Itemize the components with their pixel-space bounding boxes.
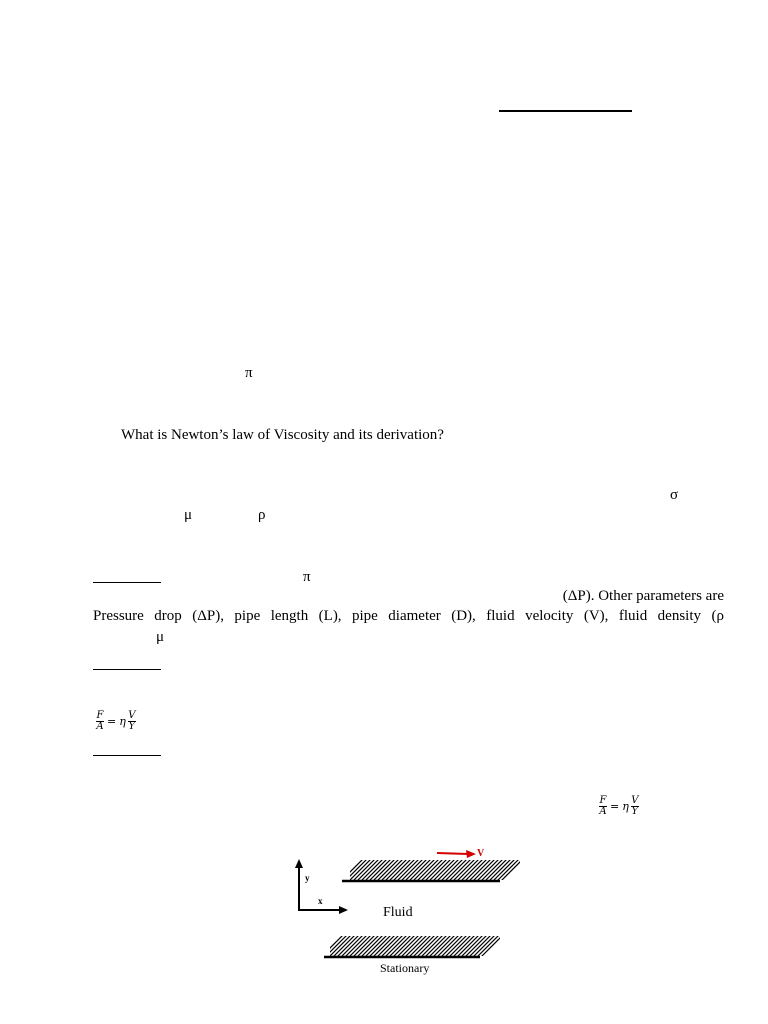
paragraph-line-end: (ΔP). Other parameters are <box>562 588 724 604</box>
y-arrow-icon <box>295 859 303 868</box>
viscosity-diagram <box>280 838 540 978</box>
paragraph-line <box>93 607 724 625</box>
word: pipe <box>352 608 378 624</box>
velocity-label: V <box>477 848 485 859</box>
pi-symbol: π <box>245 365 253 381</box>
word: length <box>270 608 309 624</box>
x-axis-label: x <box>318 896 323 906</box>
section-rule <box>93 669 161 670</box>
word: (ρ <box>711 608 724 624</box>
rho-symbol: ρ <box>258 507 266 523</box>
word: velocity <box>525 608 574 624</box>
pi-symbol: π <box>303 569 311 585</box>
viscosity-formula: F A = η V Y <box>96 710 136 732</box>
sigma-symbol: σ <box>670 487 679 503</box>
word: drop <box>154 608 182 624</box>
stationary-plate <box>320 934 504 958</box>
word: fluid <box>618 608 648 624</box>
y-axis-label: y <box>305 873 310 883</box>
moving-plate <box>340 858 524 882</box>
word: (L), <box>318 608 342 624</box>
word: pipe <box>234 608 261 624</box>
viscosity-formula: F A = η V Y <box>599 795 639 817</box>
section-rule <box>93 755 161 756</box>
question-text: What is Newton’s law of Viscosity and its derivation? <box>121 427 444 443</box>
stationary-label: Stationary <box>380 961 430 975</box>
word: (D), <box>451 608 476 624</box>
word: (ΔP), <box>192 608 224 624</box>
top-rule <box>499 110 632 112</box>
word: (V), <box>583 608 609 624</box>
mu-symbol: μ <box>156 629 165 645</box>
word: density <box>657 608 702 624</box>
fluid-label: Fluid <box>383 905 413 920</box>
mu-symbol: μ <box>184 507 193 523</box>
word: fluid <box>486 608 515 624</box>
velocity-arrow-icon <box>437 850 476 858</box>
word: diameter <box>388 608 441 624</box>
x-arrow-icon <box>339 906 348 914</box>
word: Pressure <box>93 608 144 624</box>
section-rule <box>93 582 161 583</box>
